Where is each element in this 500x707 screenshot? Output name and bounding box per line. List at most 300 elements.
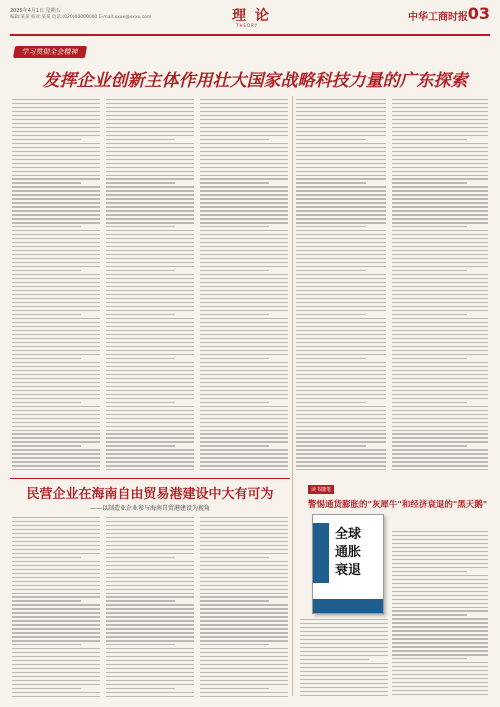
text-line — [392, 618, 488, 619]
text-line — [12, 206, 100, 207]
text-line — [12, 565, 100, 566]
text-line — [300, 667, 388, 668]
text-line — [200, 541, 288, 542]
text-line — [12, 318, 100, 319]
text-line — [296, 230, 386, 231]
main-headline: 发挥企业创新主体作用壮大国家战略科技力量的广东探索 — [42, 71, 468, 91]
text-line — [106, 378, 194, 379]
text-line — [200, 230, 288, 231]
text-line — [200, 131, 288, 132]
text-line — [392, 658, 467, 659]
text-line — [200, 290, 288, 291]
text-line — [392, 666, 488, 667]
text-line — [392, 115, 488, 116]
text-line — [106, 529, 194, 530]
text-line — [12, 350, 100, 351]
text-line — [296, 290, 386, 291]
text-line — [200, 457, 288, 458]
text-line — [300, 679, 388, 680]
text-line — [12, 437, 100, 438]
text-line — [392, 402, 467, 403]
text-line — [106, 342, 194, 343]
text-line — [392, 278, 488, 279]
text-line — [392, 99, 488, 100]
text-line — [200, 664, 288, 665]
text-line — [392, 286, 488, 287]
text-line — [200, 302, 288, 303]
text-line — [392, 362, 488, 363]
text-line — [12, 143, 100, 144]
text-line — [392, 575, 488, 576]
text-line — [296, 362, 386, 363]
text-line — [300, 631, 388, 632]
book-cover-title-2: 通胀 — [335, 545, 362, 560]
text-line — [392, 642, 488, 643]
text-line — [392, 186, 488, 187]
text-line — [200, 437, 288, 438]
text-line — [296, 366, 386, 367]
text-line — [200, 143, 288, 144]
book-cover-image — [312, 514, 384, 614]
text-line — [392, 690, 488, 691]
text-line — [106, 322, 194, 323]
text-line — [296, 242, 386, 243]
text-line — [12, 569, 100, 570]
text-line — [106, 119, 194, 120]
text-line — [12, 159, 100, 160]
text-line — [200, 402, 269, 403]
text-line — [106, 453, 194, 454]
text-line — [12, 453, 100, 454]
text-line — [392, 238, 488, 239]
text-line — [200, 585, 288, 586]
text-line — [200, 374, 288, 375]
text-line — [296, 418, 386, 419]
text-line — [12, 525, 100, 526]
text-line — [12, 382, 100, 383]
text-line — [12, 521, 100, 522]
text-line — [106, 194, 194, 195]
text-line — [106, 521, 194, 522]
text-line — [200, 266, 288, 267]
text-line — [106, 573, 194, 574]
text-line — [200, 202, 288, 203]
text-line — [392, 437, 488, 438]
text-line — [12, 608, 100, 609]
text-line — [200, 656, 288, 657]
text-line — [200, 282, 288, 283]
section-title-en: THEORY — [236, 23, 259, 28]
text-line — [106, 525, 194, 526]
text-line — [392, 119, 488, 120]
text-line — [106, 374, 194, 375]
text-line — [200, 596, 288, 597]
text-line — [392, 559, 488, 560]
text-line — [296, 123, 386, 124]
text-line — [200, 163, 288, 164]
text-line — [296, 266, 386, 267]
text-line — [296, 163, 386, 164]
text-line — [106, 163, 194, 164]
text-line — [106, 246, 194, 247]
text-line — [392, 453, 488, 454]
text-line — [200, 262, 288, 263]
text-line — [200, 226, 269, 227]
text-line — [200, 182, 269, 183]
text-line — [392, 346, 488, 347]
text-line — [106, 541, 194, 542]
text-line — [12, 139, 81, 140]
text-line — [392, 382, 488, 383]
text-line — [296, 254, 386, 255]
text-line — [200, 250, 288, 251]
text-line — [392, 182, 467, 183]
text-line — [12, 457, 100, 458]
book-review-column-left — [300, 616, 388, 700]
text-line — [12, 322, 100, 323]
text-line — [106, 581, 194, 582]
text-line — [106, 553, 194, 554]
text-line — [296, 286, 386, 287]
text-line — [200, 127, 288, 128]
text-line — [12, 274, 100, 275]
book-cover-band — [313, 523, 329, 583]
text-line — [392, 682, 488, 683]
text-line — [106, 155, 194, 156]
text-line — [392, 607, 488, 608]
text-line — [12, 624, 100, 625]
text-line — [200, 334, 288, 335]
text-line — [12, 628, 100, 629]
text-line — [200, 449, 288, 450]
text-line — [106, 218, 194, 219]
text-line — [392, 270, 467, 271]
text-line — [392, 410, 488, 411]
text-line — [106, 306, 194, 307]
text-line — [300, 627, 388, 628]
text-line — [392, 322, 488, 323]
text-line — [392, 674, 488, 675]
text-line — [296, 226, 366, 227]
text-line — [12, 354, 100, 355]
text-line — [12, 465, 100, 466]
text-line — [392, 547, 488, 548]
text-line — [392, 430, 488, 431]
text-line — [296, 214, 386, 215]
text-line — [392, 634, 488, 635]
text-line — [106, 612, 194, 613]
text-line — [300, 695, 388, 696]
text-line — [12, 692, 100, 693]
text-line — [296, 370, 386, 371]
text-line — [106, 171, 194, 172]
text-line — [200, 660, 288, 661]
text-line — [12, 636, 100, 637]
text-line — [12, 561, 100, 562]
text-line — [296, 107, 386, 108]
text-line — [200, 648, 288, 649]
text-line — [12, 222, 100, 223]
text-line — [296, 398, 386, 399]
text-line — [392, 123, 488, 124]
text-line — [296, 178, 386, 179]
text-line — [300, 655, 388, 656]
text-line — [12, 131, 100, 132]
text-line — [200, 147, 288, 148]
text-line — [12, 99, 100, 100]
text-line — [106, 620, 194, 621]
text-line — [200, 151, 288, 152]
text-line — [106, 210, 194, 211]
text-line — [106, 294, 194, 295]
text-line — [106, 422, 194, 423]
text-line — [12, 684, 100, 685]
text-line — [392, 638, 488, 639]
text-line — [106, 664, 194, 665]
text-line — [300, 619, 388, 620]
text-line — [296, 358, 366, 359]
text-line — [106, 604, 194, 605]
text-line — [12, 668, 100, 669]
text-line — [106, 465, 194, 466]
text-line — [200, 175, 288, 176]
text-line — [296, 338, 386, 339]
text-line — [12, 314, 81, 315]
text-line — [200, 366, 288, 367]
text-line — [12, 593, 100, 594]
text-line — [200, 198, 288, 199]
text-line — [296, 394, 386, 395]
text-line — [392, 374, 488, 375]
text-line — [200, 310, 288, 311]
book-review-column-right — [392, 528, 488, 700]
text-line — [106, 585, 194, 586]
text-line — [296, 282, 386, 283]
text-line — [300, 647, 388, 648]
text-line — [12, 214, 100, 215]
text-line — [296, 186, 386, 187]
text-line — [106, 366, 194, 367]
text-line — [12, 302, 100, 303]
text-line — [296, 330, 386, 331]
text-line — [200, 194, 288, 195]
text-line — [200, 581, 288, 582]
text-line — [200, 171, 288, 172]
text-line — [392, 583, 488, 584]
editor-line: 编辑:某某 校对:某某 电话:(020)00000000 E-mail:xxxx@xxxx.com — [10, 15, 152, 20]
text-line — [296, 206, 386, 207]
text-line — [106, 632, 194, 633]
text-line — [200, 330, 288, 331]
text-line — [106, 266, 194, 267]
text-line — [12, 298, 100, 299]
text-line — [106, 616, 194, 617]
text-line — [200, 672, 288, 673]
text-line — [392, 242, 488, 243]
text-line — [12, 366, 100, 367]
text-line — [392, 358, 467, 359]
text-line — [200, 103, 288, 104]
text-line — [392, 563, 488, 564]
text-line — [200, 159, 288, 160]
text-line — [12, 218, 100, 219]
text-line — [106, 624, 194, 625]
section-title: 理 论 — [232, 8, 271, 24]
text-line — [300, 623, 388, 624]
text-line — [296, 318, 386, 319]
text-line — [296, 437, 386, 438]
text-line — [12, 374, 100, 375]
text-line — [296, 449, 386, 450]
text-line — [12, 469, 100, 470]
text-line — [392, 539, 488, 540]
text-line — [12, 422, 100, 423]
text-line — [392, 398, 488, 399]
text-line — [392, 198, 488, 199]
text-line — [106, 672, 194, 673]
text-line — [200, 624, 288, 625]
text-line — [200, 696, 288, 697]
text-line — [12, 394, 100, 395]
text-line — [12, 334, 100, 335]
text-line — [200, 246, 288, 247]
text-line — [200, 593, 288, 594]
text-line — [106, 449, 194, 450]
text-line — [392, 670, 488, 671]
section-divider — [10, 478, 290, 479]
text-line — [296, 135, 386, 136]
text-line — [12, 262, 100, 263]
text-line — [106, 198, 194, 199]
text-line — [106, 338, 194, 339]
text-line — [106, 457, 194, 458]
text-line — [106, 318, 194, 319]
text-line — [200, 238, 288, 239]
text-line — [296, 202, 386, 203]
text-line — [200, 186, 288, 187]
text-line — [200, 254, 288, 255]
text-line — [392, 579, 488, 580]
text-line — [392, 654, 488, 655]
text-line — [106, 406, 194, 407]
text-line — [12, 202, 100, 203]
text-line — [106, 441, 194, 442]
text-line — [392, 406, 488, 407]
text-line — [392, 378, 488, 379]
text-line — [296, 441, 386, 442]
text-line — [12, 234, 100, 235]
text-line — [392, 599, 488, 600]
text-line — [392, 626, 488, 627]
text-line — [12, 680, 100, 681]
text-line — [392, 370, 488, 371]
text-line — [12, 430, 100, 431]
text-line — [296, 350, 386, 351]
text-line — [12, 557, 81, 558]
text-line — [296, 250, 386, 251]
text-line — [12, 612, 100, 613]
text-line — [106, 437, 194, 438]
text-line — [106, 660, 194, 661]
text-line — [12, 549, 100, 550]
text-line — [200, 557, 269, 558]
text-line — [12, 581, 100, 582]
text-line — [200, 139, 269, 140]
text-line — [392, 250, 488, 251]
text-line — [392, 314, 467, 315]
text-line — [106, 549, 194, 550]
text-line — [12, 342, 100, 343]
text-line — [200, 517, 288, 518]
text-line — [296, 262, 386, 263]
text-line — [296, 115, 386, 116]
text-line — [392, 178, 488, 179]
text-line — [12, 517, 100, 518]
text-line — [106, 242, 194, 243]
text-line — [392, 330, 488, 331]
text-line — [200, 549, 288, 550]
text-line — [106, 386, 194, 387]
text-line — [106, 676, 194, 677]
text-line — [106, 565, 194, 566]
text-line — [200, 620, 288, 621]
text-line — [200, 190, 288, 191]
text-line — [296, 198, 386, 199]
text-line — [200, 418, 288, 419]
article-column-2 — [106, 96, 194, 470]
text-line — [392, 449, 488, 450]
text-line — [12, 155, 100, 156]
text-line — [392, 143, 488, 144]
text-line — [392, 290, 488, 291]
text-line — [296, 322, 386, 323]
text-line — [12, 362, 100, 363]
text-line — [12, 242, 100, 243]
text-line — [296, 246, 386, 247]
text-line — [200, 270, 269, 271]
text-line — [12, 620, 100, 621]
text-line — [106, 418, 194, 419]
text-line — [12, 194, 100, 195]
article-column-3 — [200, 96, 288, 470]
text-line — [200, 565, 288, 566]
text-line — [200, 306, 288, 307]
text-line — [296, 175, 386, 176]
text-line — [392, 457, 488, 458]
text-line — [12, 672, 100, 673]
text-line — [12, 402, 81, 403]
text-line — [296, 302, 386, 303]
text-line — [106, 648, 194, 649]
text-line — [12, 326, 100, 327]
text-line — [392, 386, 488, 387]
text-line — [106, 410, 194, 411]
text-line — [106, 190, 194, 191]
book-cover-title-3: 衰退 — [335, 563, 362, 578]
text-line — [106, 692, 194, 693]
text-line — [392, 686, 488, 687]
text-line — [296, 465, 386, 466]
text-line — [106, 254, 194, 255]
text-line — [296, 159, 386, 160]
text-line — [106, 358, 175, 359]
text-line — [12, 306, 100, 307]
text-line — [12, 266, 100, 267]
text-line — [106, 469, 194, 470]
text-line — [392, 175, 488, 176]
text-line — [392, 465, 488, 466]
text-line — [392, 390, 488, 391]
